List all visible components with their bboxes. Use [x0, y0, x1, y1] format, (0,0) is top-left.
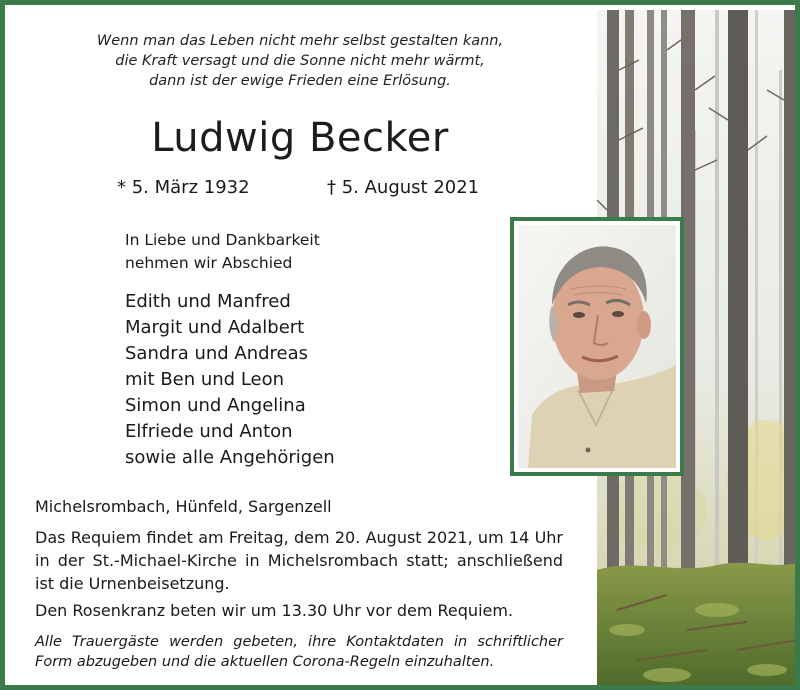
mourner-entry: Margit und Adalbert [125, 317, 305, 338]
mourners-list [125, 289, 335, 471]
mourner-entry: Simon und Angelina [125, 395, 306, 416]
motto [65, 31, 535, 91]
motto-line-1: Wenn man das Leben nicht mehr selbst gestalten kann, [96, 33, 504, 49]
mourner-entry: sowie alle Angehörigen [125, 447, 335, 468]
intro-line-1: In Liebe und Dankbarkeit [125, 231, 320, 249]
mourner-entry: mit Ben und Leon [125, 369, 285, 390]
mourner-entry: Sandra und Andreas [125, 343, 309, 364]
portrait-photo [510, 217, 684, 476]
death-date: † 5. August 2021 [327, 177, 480, 198]
places: Michelsrombach, Hünfeld, Sargenzell [35, 497, 332, 516]
corona-notice: Alle Trauergäste werden gebeten, ihre Kontaktdaten in schriftlicher Form abzugeben und die aktuellen Corona-Regeln einzuhalten. [35, 634, 563, 670]
intro-line-2: nehmen wir Abschied [125, 254, 293, 272]
mourner-entry: Elfriede und Anton [125, 421, 293, 442]
farewell-intro [125, 229, 320, 275]
deceased-name: Ludwig Becker [151, 115, 449, 161]
mourner-entry: Edith und Manfred [125, 291, 291, 312]
motto-line-3: dann ist der ewige Frieden eine Erlösung. [149, 73, 451, 89]
portrait-illustration [518, 225, 676, 468]
rosary-notice: Den Rosenkranz beten wir um 13.30 Uhr vor dem Requiem. [35, 601, 514, 620]
birth-date: * 5. März 1932 [117, 177, 250, 198]
requiem-notice: Das Requiem findet am Freitag, dem 20. August 2021, um 14 Uhr in der St.-Michael-Kirche in Michelsrombach statt; anschließend ist die Urnenbeisetzung. [35, 528, 563, 593]
motto-line-2: die Kraft versagt und die Sonne nicht mehr wärmt, [115, 53, 485, 69]
